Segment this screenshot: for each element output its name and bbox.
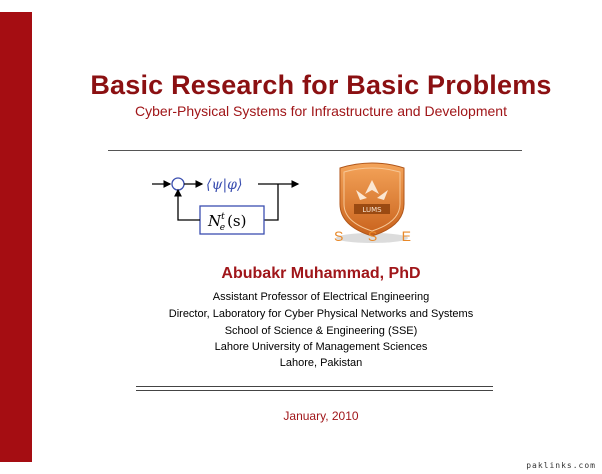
watermark: paklinks.com (526, 461, 596, 470)
feedback-return-arrow (178, 190, 200, 220)
feedback-label: $N^t$ e (s) (208, 212, 247, 233)
feedback-block-diagram (150, 168, 310, 243)
feedback-right-path (264, 184, 278, 220)
divider-bottom-2 (136, 390, 493, 391)
logo-shield (340, 163, 404, 236)
presentation-date: January, 2010 (283, 409, 359, 423)
affiliation-line-1: Assistant Professor of Electrical Engineering (212, 291, 430, 303)
accent-sidebar-bar (0, 12, 32, 462)
affiliation-line-4: Lahore University of Management Sciences (214, 341, 428, 353)
forward-label: ⟨ψ|φ⟩ (206, 177, 243, 193)
divider-bottom-1 (136, 386, 493, 387)
logo-letter-3: E (401, 228, 412, 244)
logo-letter-1: S (334, 228, 345, 244)
divider-top (108, 150, 522, 151)
logo-name: LUMS (362, 206, 382, 214)
summing-junction (172, 178, 184, 190)
affiliation-line-2: Director, Laboratory for Cyber Physical Networks and Systems (168, 308, 474, 320)
slide-subtitle: Cyber-Physical Systems for Infrastructure and Development (135, 103, 507, 119)
affiliation-line-3: School of Science & Engineering (SSE) (224, 325, 418, 337)
logo-letter-2: S (367, 228, 379, 244)
slide-title: Basic Research for Basic Problems (90, 70, 552, 100)
logo-letters (334, 228, 412, 244)
affiliation-line-5: Lahore, Pakistan (279, 357, 363, 369)
author-name: Abubakr Muhammad, PhD (221, 265, 421, 282)
